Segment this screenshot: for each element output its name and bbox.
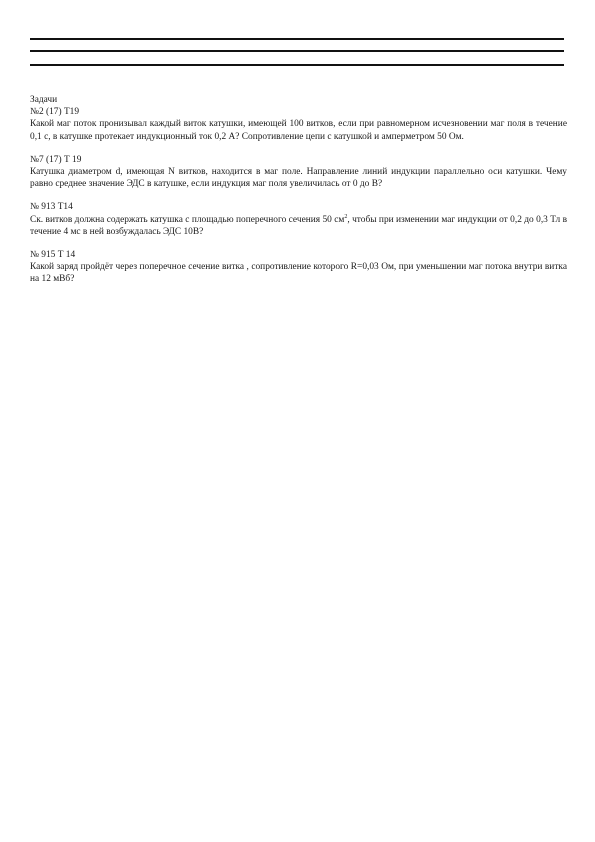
task-item <box>30 106 567 143</box>
task-number: №2 (17) Т19 <box>30 107 80 118</box>
task-text: Какой маг поток пронизывал каждый виток катушки, имеющей 100 витков, если при равномерном исчезновении маг поля в течение 0,1 с, в катушке протекает индукционный ток 0,2 А? Сопротивление цепи с катушкой и амперметром 50 Ом. <box>30 119 567 142</box>
header-rule-3 <box>30 64 564 66</box>
superscript-exponent: 2 <box>344 213 348 220</box>
task-text: Катушка диаметром d, имеющая N витков, находится в маг поле. Направление линий индукции параллельно оси катушки. Чему равно среднее значение ЭДС в катушке, если индукция маг поля увеличилась от 0 до В? <box>30 167 567 190</box>
section-heading: Задачи <box>30 95 58 105</box>
task-text <box>30 214 567 238</box>
task-number: №7 (17) Т 19 <box>30 154 82 165</box>
task-text-part: , чтобы при изменении маг индукции от 0,2 до 0,3 Тл в течение 4 мс в ней возбуждалась ЭДС 10В? <box>30 214 568 237</box>
task-item <box>30 201 567 238</box>
task-item <box>30 154 567 191</box>
task-text-part: Ск. витков должна содержать катушка с площадью поперечного сечения 50 см <box>30 214 345 225</box>
task-number: № 913 Т14 <box>30 202 73 213</box>
header-rule-1 <box>30 38 564 40</box>
header-rule-2 <box>30 50 564 52</box>
task-item <box>30 249 567 286</box>
task-text: Какой заряд пройдёт через поперечное сечение витка , сопротивление которого R=0,03 Ом, при уменьшении маг потока внутри витка на 12 мВб? <box>30 262 567 285</box>
task-number: № 915 Т 14 <box>30 250 76 261</box>
document-body <box>30 94 567 297</box>
